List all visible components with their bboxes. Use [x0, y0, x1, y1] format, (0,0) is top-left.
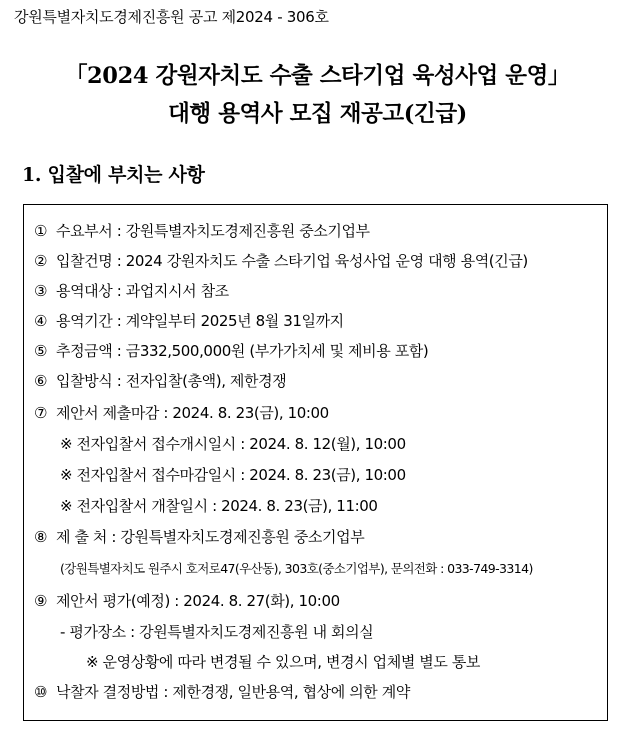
item-number: ④	[34, 312, 48, 330]
item-text: 제 출 처 : 강원특별자치도경제진흥원 중소기업부	[56, 528, 365, 546]
list-item-evaluation	[34, 591, 340, 611]
item-text: ※ 운영상황에 따라 변경될 수 있으며, 변경시 업체별 별도 통보	[86, 653, 481, 671]
section-heading: 1. 입찰에 부치는 사항	[22, 164, 205, 186]
list-item-award-method	[34, 682, 410, 702]
list-item-bid-name	[34, 251, 528, 271]
note-bid-open-start	[60, 434, 406, 454]
note-bid-opening	[60, 496, 378, 516]
list-item-bid-method	[34, 371, 286, 391]
item-text: ※ 전자입찰서 접수마감일시 : 2024. 8. 23(금), 10:00	[60, 466, 406, 484]
item-text: 입찰방식 : 전자입찰(총액), 제한경쟁	[56, 372, 287, 390]
item-text: (강원특별자치도 원주시 호저로47(우산동), 303호(중소기업부), 문의전화 : 033-749-3314)	[60, 561, 533, 576]
page-title-line-1: 「2024 강원자치도 수출 스타기업 육성사업 운영」	[64, 63, 571, 89]
note-bid-close	[60, 465, 406, 485]
item-text: 추정금액 : 금332,500,000원 (부가가치세 및 제비용 포함)	[56, 342, 429, 360]
item-number: ⑥	[34, 372, 48, 390]
item-number: ⑨	[34, 592, 48, 610]
list-item-submission-deadline	[34, 403, 329, 423]
item-text: 낙찰자 결정방법 : 제한경쟁, 일반용역, 협상에 의한 계약	[56, 683, 410, 701]
list-item-estimated-amount	[34, 341, 428, 361]
item-number: ②	[34, 252, 48, 270]
item-text: 제안서 평가(예정) : 2024. 8. 27(화), 10:00	[56, 592, 340, 610]
item-number: ⑦	[34, 404, 48, 422]
note-change-notice	[86, 652, 480, 672]
evaluation-location	[60, 622, 373, 642]
item-number: ①	[34, 222, 48, 240]
item-text: 수요부서 : 강원특별자치도경제진흥원 중소기업부	[56, 222, 370, 240]
item-text: 용역기간 : 계약일부터 2025년 8월 31일까지	[56, 312, 344, 330]
item-number: ⑩	[34, 683, 48, 701]
notice-number: 강원특별자치도경제진흥원 공고 제2024 - 306호	[14, 8, 329, 26]
details-box	[23, 204, 608, 721]
list-item-submit-to	[34, 527, 364, 547]
item-text: - 평가장소 : 강원특별자치도경제진흥원 내 회의실	[60, 623, 374, 641]
item-text: ※ 전자입찰서 개찰일시 : 2024. 8. 23(금), 11:00	[60, 497, 378, 515]
item-number: ⑤	[34, 342, 48, 360]
item-text: 용역대상 : 과업지시서 참조	[56, 282, 229, 300]
item-text: 입찰건명 : 2024 강원자치도 수출 스타기업 육성사업 운영 대행 용역(긴급)	[56, 252, 528, 270]
address-contact-line	[60, 559, 533, 579]
item-text: ※ 전자입찰서 접수개시일시 : 2024. 8. 12(월), 10:00	[60, 435, 406, 453]
list-item-department	[34, 221, 370, 241]
item-number: ⑧	[34, 528, 48, 546]
list-item-service-period	[34, 311, 344, 331]
list-item-service-target	[34, 281, 229, 301]
page-title-line-2: 대행 용역사 모집 재공고(긴급)	[168, 101, 467, 127]
item-text: 제안서 제출마감 : 2024. 8. 23(금), 10:00	[56, 404, 329, 422]
item-number: ③	[34, 282, 48, 300]
